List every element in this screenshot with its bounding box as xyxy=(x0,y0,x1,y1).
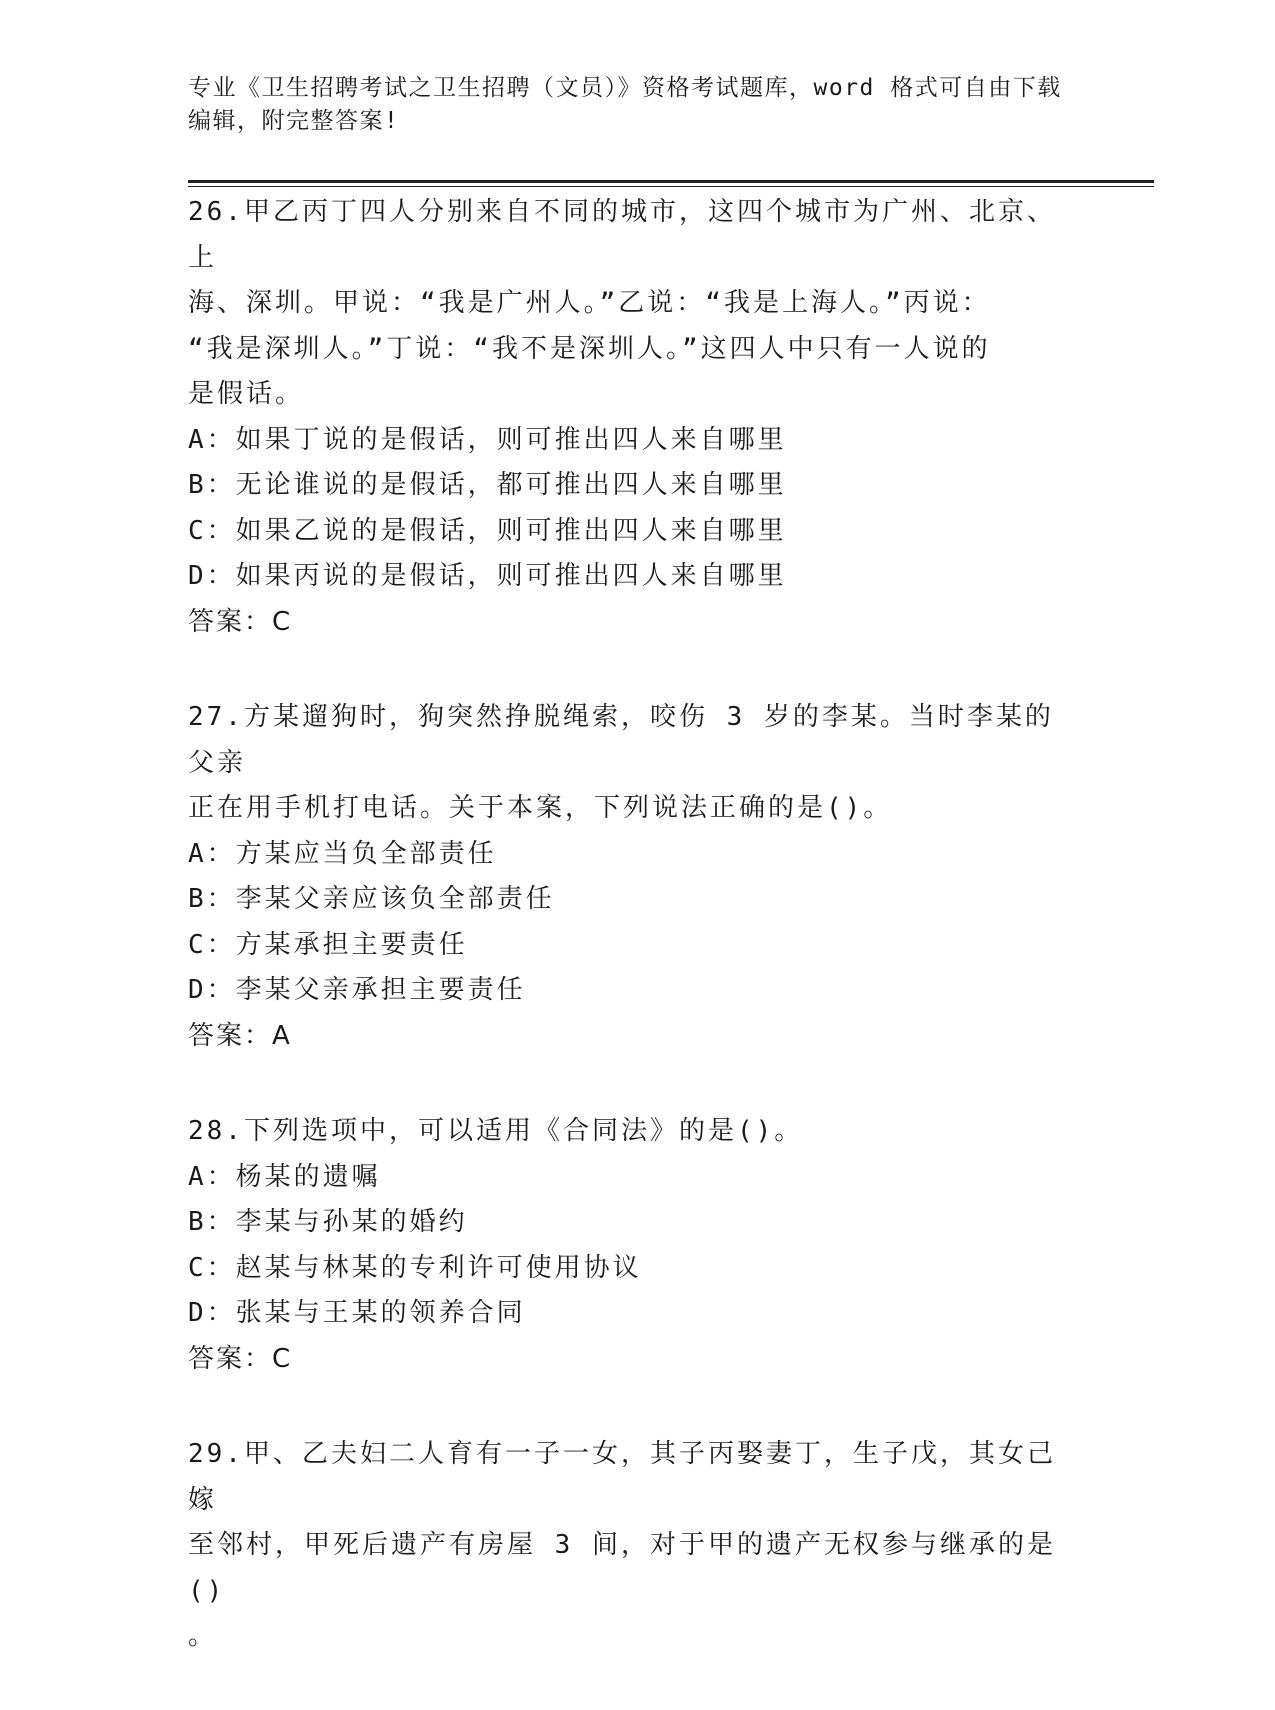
answer-option: A：如果丁说的是假话，则可推出四人来自哪里 xyxy=(188,424,787,455)
answer-option: C：赵某与林某的专利许可使用协议 xyxy=(188,1252,642,1283)
question-block xyxy=(188,1432,1078,1660)
answer-key: 答案：C xyxy=(188,606,293,637)
answer-key: 答案：A xyxy=(188,1020,292,1051)
question-stem-line: 29.甲、乙夫妇二人育有一子一女，其子丙娶妻丁，生子戊，其女己嫁 xyxy=(188,1439,1056,1515)
header-divider-thick xyxy=(188,180,1154,183)
header-divider-thin xyxy=(188,186,1154,187)
answer-option: D：张某与王某的领养合同 xyxy=(188,1298,526,1328)
document-header xyxy=(188,72,1088,138)
answer-option: C：如果乙说的是假话，则可推出四人来自哪里 xyxy=(188,515,787,546)
question-block xyxy=(188,1109,1078,1382)
question-stem-line: 27.方某遛狗时，狗突然挣脱绳索，咬伤 3 岁的李某。当时李某的父亲 xyxy=(188,702,1054,778)
question-stem-line: 28.下列选项中，可以适用《合同法》的是()。 xyxy=(188,1116,804,1146)
answer-option: B：无论谁说的是假话，都可推出四人来自哪里 xyxy=(188,470,787,500)
question-stem-line: 至邻村，甲死后遗产有房屋 3 间，对于甲的遗产无权参与继承的是() xyxy=(188,1530,1056,1606)
question-stem-line: 是假话。 xyxy=(188,379,305,409)
question-list xyxy=(188,190,1078,1710)
answer-option: B：李某父亲应该负全部责任 xyxy=(188,884,555,914)
answer-option: B：李某与孙某的婚约 xyxy=(188,1207,468,1237)
question-stem-line: 正在用手机打电话。关于本案，下列说法正确的是()。 xyxy=(188,793,893,823)
question-block xyxy=(188,190,1078,645)
question-stem-line: “我是深圳人。”丁说：“我不是深圳人。”这四人中只有一人说的 xyxy=(188,333,991,364)
answer-option: C：方某承担主要责任 xyxy=(188,929,468,960)
header-line-2: 编辑，附完整答案! xyxy=(188,108,400,134)
header-line-1: 专业《卫生招聘考试之卫生招聘（文员）》资格考试题库，word 格式可自由下载 xyxy=(188,75,1062,101)
answer-option: D：如果丙说的是假话，则可推出四人来自哪里 xyxy=(188,561,787,591)
question-stem-line: 26.甲乙丙丁四人分别来自不同的城市，这四个城市为广州、北京、上 xyxy=(188,197,1056,273)
answer-key: 答案：C xyxy=(188,1343,293,1374)
question-block xyxy=(188,695,1078,1059)
question-stem-line: 海、深圳。甲说：“我是广州人。”乙说：“我是上海人。”丙说： xyxy=(188,288,991,318)
question-stem-line: 。 xyxy=(188,1621,218,1651)
answer-option: D：李某父亲承担主要责任 xyxy=(188,975,526,1005)
answer-option: A：杨某的遗嘱 xyxy=(188,1161,381,1192)
answer-option: A：方某应当负全部责任 xyxy=(188,838,497,869)
